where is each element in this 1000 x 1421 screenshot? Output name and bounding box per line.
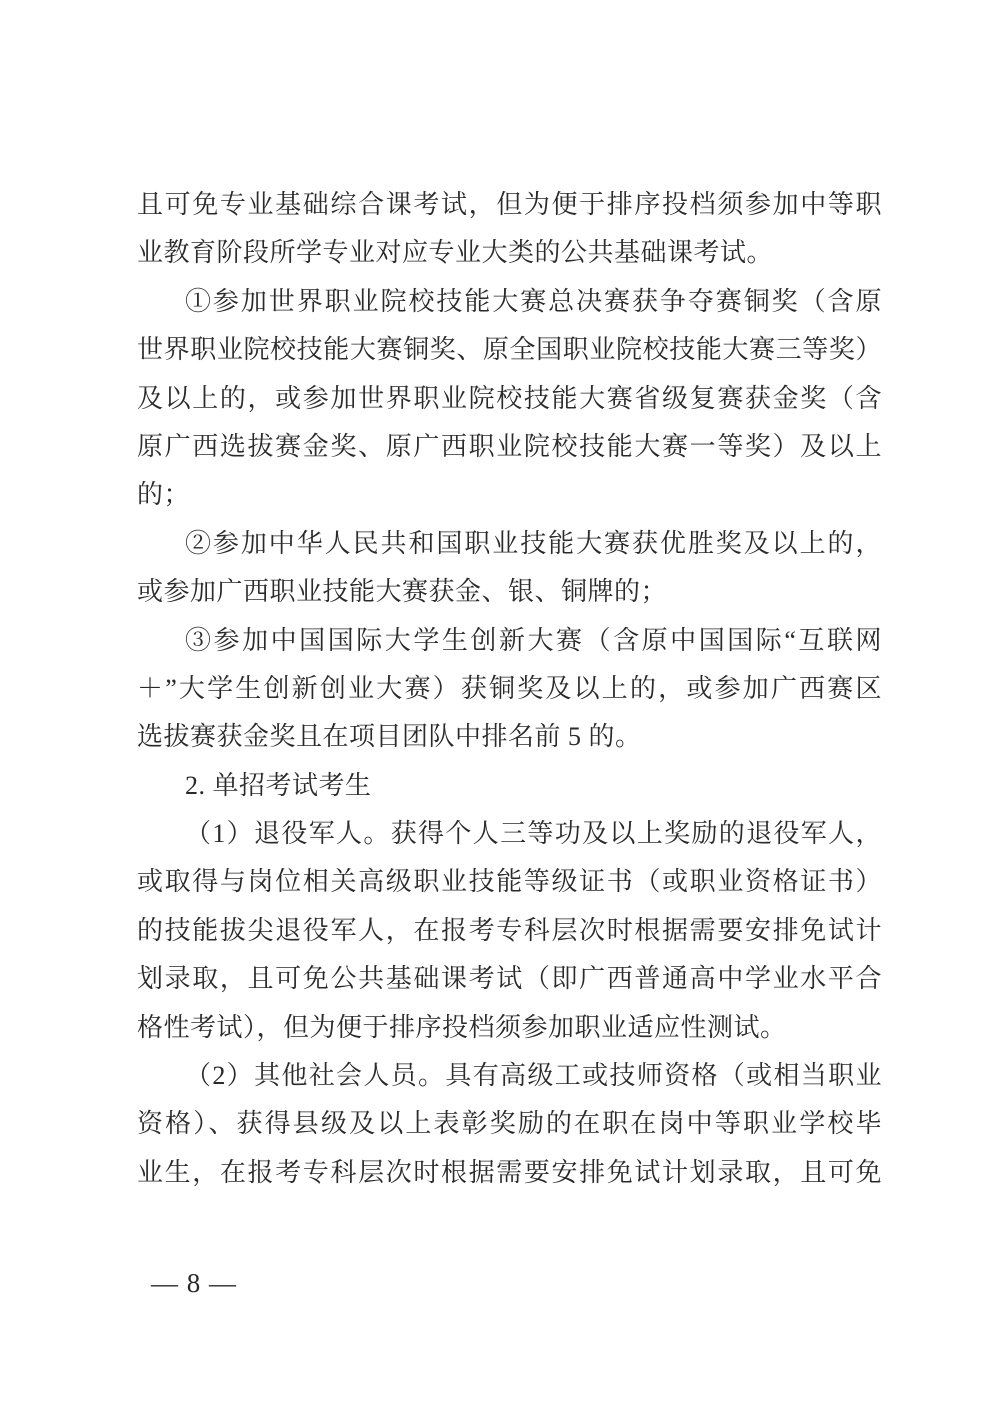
text-line: 或取得与岗位相关高级职业技能等级证书（或职业资格证书） xyxy=(137,867,882,897)
text-line: 及以上的，或参加世界职业院校技能大赛省级复赛获金奖（含 xyxy=(137,383,882,413)
document-body xyxy=(137,181,882,1197)
text-line: 资格）、获得县级及以上表彰奖励的在职在岗中等职业学校毕 xyxy=(137,1109,882,1139)
page-number: — 8 — xyxy=(151,1268,237,1298)
text-line: （2）其他社会人员。具有高级工或技师资格（或相当职业 xyxy=(185,1061,882,1091)
text-line: ②参加中华人民共和国职业技能大赛获优胜奖及以上的， xyxy=(185,528,882,558)
text-line: 世界职业院校技能大赛铜奖、原全国职业院校技能大赛三等奖） xyxy=(137,335,882,365)
text-line: 选拔赛获金奖且在项目团队中排名前 5 的。 xyxy=(137,722,642,752)
text-line: 原广西选拔赛金奖、原广西职业院校技能大赛一等奖）及以上 xyxy=(137,431,882,461)
text-line: ①参加世界职业院校技能大赛总决赛获争夺赛铜奖（含原 xyxy=(185,286,882,316)
text-line: 划录取，且可免公共基础课考试（即广西普通高中学业水平合 xyxy=(137,964,882,994)
text-line: 格性考试），但为便于排序投档须参加职业适应性测试。 xyxy=(137,1012,787,1042)
text-line: 的； xyxy=(137,480,191,510)
text-line: ＋”大学生创新创业大赛）获铜奖及以上的，或参加广西赛区 xyxy=(137,673,882,703)
text-line: 的技能拔尖退役军人，在报考专科层次时根据需要安排免试计 xyxy=(137,915,882,945)
text-line: 业生，在报考专科层次时根据需要安排免试计划录取，且可免 xyxy=(137,1157,882,1187)
text-line: 业教育阶段所学专业对应专业大类的公共基础课考试。 xyxy=(137,238,774,268)
text-line: （1）退役军人。获得个人三等功及以上奖励的退役军人， xyxy=(185,819,882,849)
text-line: 且可免专业基础综合课考试，但为便于排序投档须参加中等职 xyxy=(137,190,882,219)
text-line: 或参加广西职业技能大赛获金、银、铜牌的； xyxy=(137,577,668,607)
text-line: ③参加中国国际大学生创新大赛（含原中国国际“互联网 xyxy=(185,625,882,655)
text-line: 2. 单招考试考生 xyxy=(185,770,372,800)
